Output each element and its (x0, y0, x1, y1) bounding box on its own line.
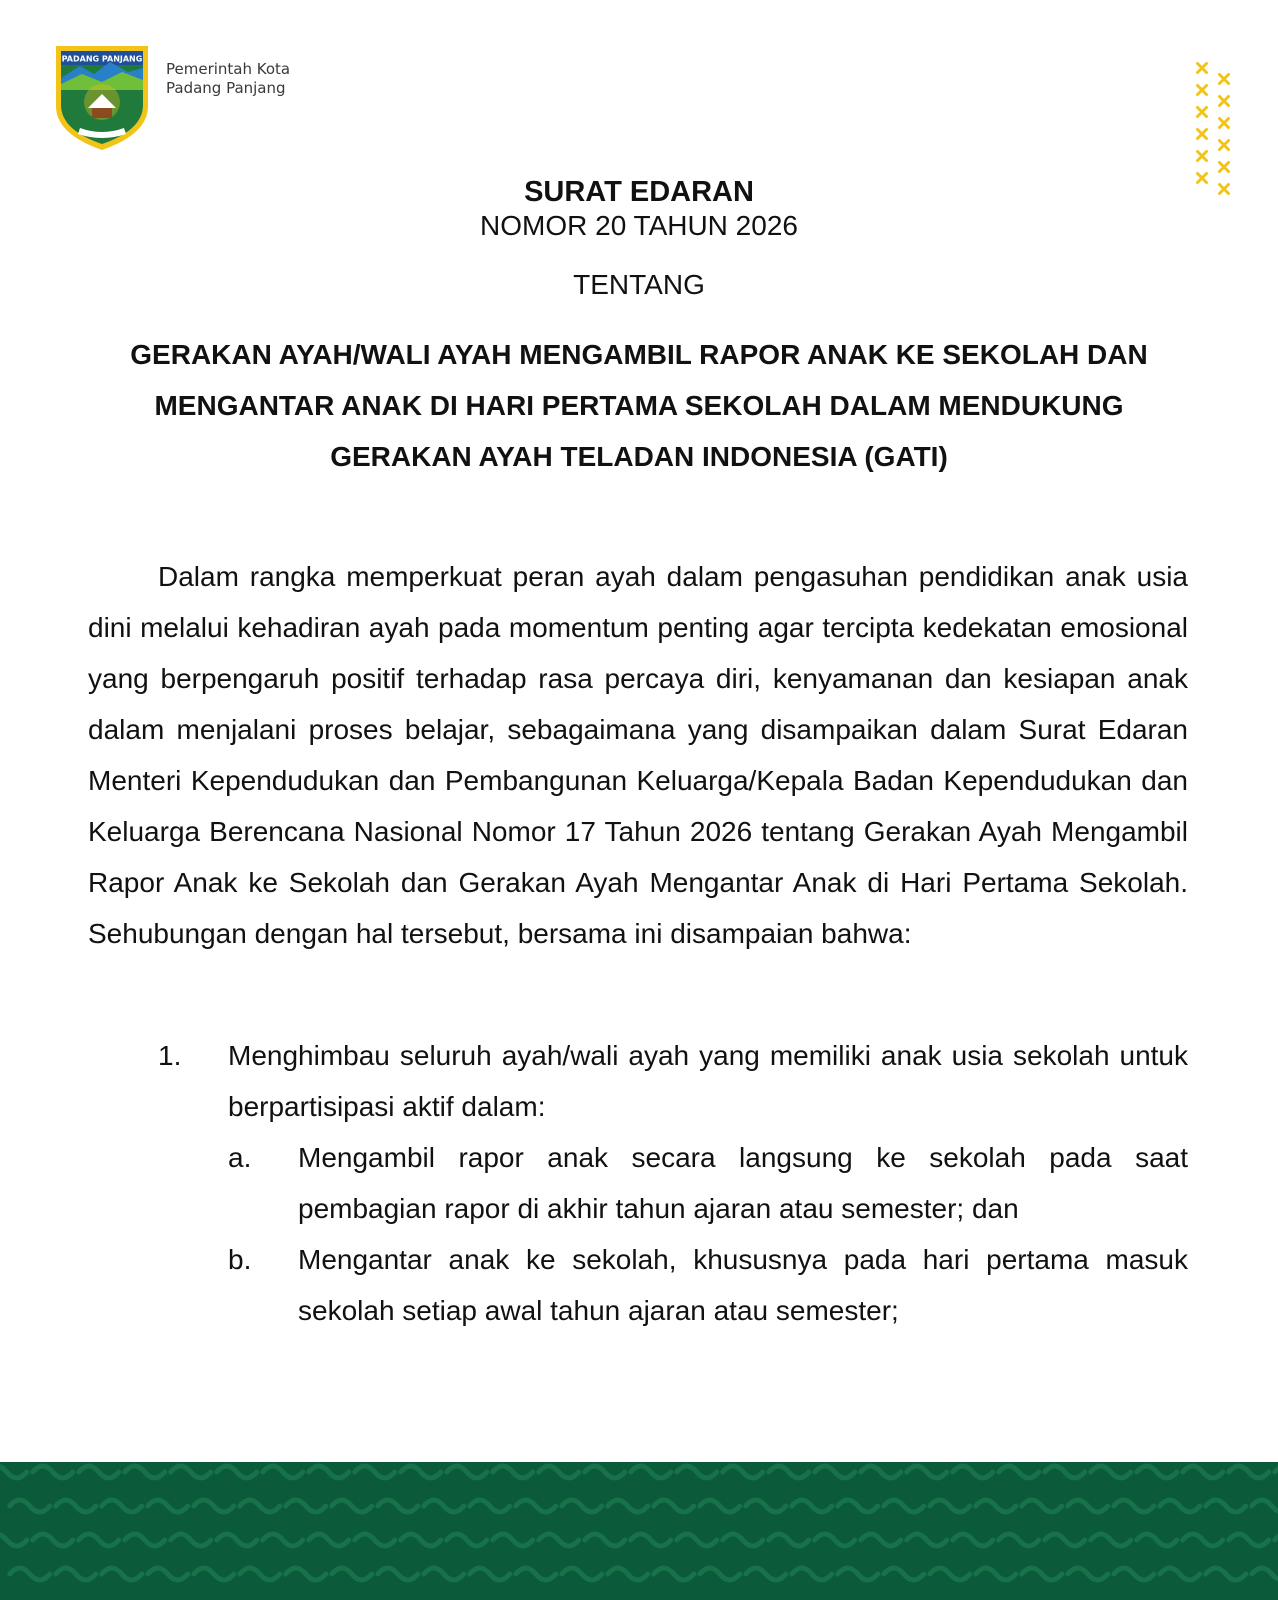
intro-paragraph: Dalam rangka memperkuat peran ayah dalam pengasuhan pendidikan anak usia dini melalui kehadiran ayah pada momentum penting agar tercipta kedekatan emosional yang berpengaruh positif terhadap rasa percaya diri, kenyamanan dan kesiapan anak dalam menjalani proses belajar, sebagaimana yang disampaikan dalam Surat Edaran Menteri Kependudukan dan Pembangunan Keluarga/Kepala Badan Kependudukan dan Keluarga Berencana Nasional Nomor 17 Tahun 2026 tentang Gerakan Ayah Mengambil Rapor Anak ke Sekolah dan Gerakan Ayah Mengantar Anak di Hari Pertama Sekolah. Sehubungan dengan hal tersebut, bersama ini disampaian bahwa: (88, 561, 1188, 949)
city-emblem-logo (52, 42, 152, 154)
government-name (166, 60, 290, 98)
cross-mark-icon (1198, 152, 1207, 161)
cross-mark-icon (1220, 141, 1229, 150)
list-item (158, 1030, 1188, 1336)
list-item-text: Menghimbau seluruh ayah/wali ayah yang memiliki anak usia sekolah untuk berpartisipasi aktif dalam: (228, 1040, 1188, 1122)
sub-item-letter: b. (228, 1244, 252, 1275)
gov-name-line1: Pemerintah Kota (166, 60, 291, 78)
sub-item-text: Mengambil rapor anak secara langsung ke sekolah pada saat pembagian rapor di akhir tahun ajaran atau semester; dan (298, 1142, 1188, 1224)
cross-mark-icon (1198, 86, 1207, 95)
cross-mark-icon (1198, 108, 1207, 117)
footer-pattern-band (0, 1462, 1278, 1600)
cross-mark-icon (1220, 119, 1229, 128)
cross-mark-icon (1220, 75, 1229, 84)
cross-mark-icon (1198, 64, 1207, 73)
cross-mark-icon (1220, 97, 1229, 106)
footer-pattern-icon (0, 1462, 1278, 1600)
gov-name-line2: Padang Panjang (166, 79, 286, 97)
sub-list (228, 1132, 1188, 1336)
document-number: NOMOR 20 TAHUN 2026 (480, 210, 798, 241)
document-about-label: TENTANG (573, 269, 705, 300)
document-subject: GERAKAN AYAH/WALI AYAH MENGAMBIL RAPOR ANAK KE SEKOLAH DAN MENGANTAR ANAK DI HARI PERTAMA SEKOLAH DALAM MENDUKUNG GERAKAN AYAH TELADAN INDONESIA (GATI) (130, 339, 1148, 472)
cross-mark-icon (1220, 163, 1229, 172)
sub-item-text: Mengantar anak ke sekolah, khususnya pada hari pertama masuk sekolah setiap awal tahun ajaran atau semester; (298, 1244, 1188, 1326)
sub-list-item (228, 1234, 1188, 1336)
cross-mark-icon (1198, 130, 1207, 139)
numbered-list (158, 1030, 1188, 1336)
list-item-number: 1. (158, 1040, 182, 1071)
document-title: SURAT EDARAN (524, 176, 754, 208)
sub-item-letter: a. (228, 1142, 252, 1173)
sub-list-item (228, 1132, 1188, 1234)
logo-banner-text: PADANG PANJANG (61, 54, 143, 64)
